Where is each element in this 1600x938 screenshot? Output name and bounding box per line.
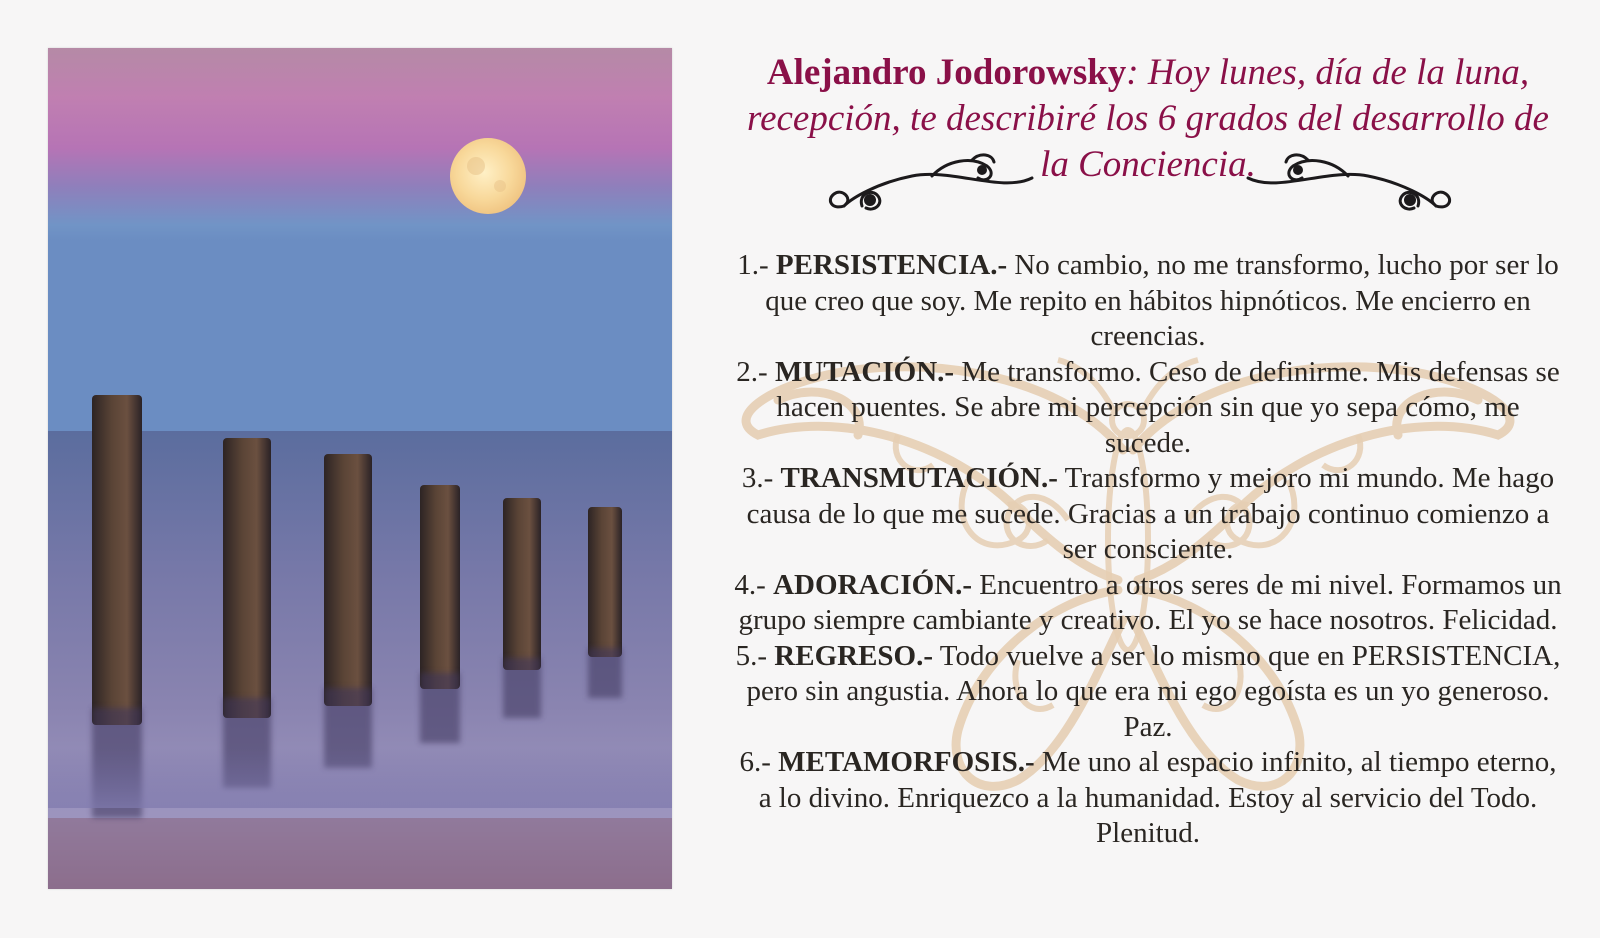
item-title: METAMORFOSIS.- xyxy=(778,746,1035,778)
item-text: Todo vuelve a ser lo mismo que en PERSISTENCIA, pero sin angustia. Ahora lo que era mi ego egoísta es un yo generoso. Paz. xyxy=(746,639,1561,743)
quote-text: : Hoy lunes, día de la luna, recepción, te describiré los 6 grados del desarrollo de la Conciencia. xyxy=(747,52,1549,185)
item-text: Encuentro a otros seres de mi nivel. Formamos un grupo siempre cambiante y creativo. El yo se hace nosotros. Felicidad. xyxy=(738,568,1562,636)
item-text: Me transformo. Ceso de definirme. Mis defensas se hacen puentes. Se abre mi percepción sin que yo sepa cómo, me sucede. xyxy=(776,355,1560,459)
scroll-flourish-icon xyxy=(1238,148,1458,220)
item-title: ADORACIÓN.- xyxy=(773,568,973,601)
grades-list xyxy=(730,248,1566,852)
item-text: Transformo y mejoro mi mundo. Me hago causa de lo que me sucede. Gracias a un trabajo continuo comienzo a ser consciente. xyxy=(746,462,1555,565)
item-title: MUTACIÓN.- xyxy=(774,355,955,388)
scroll-flourish-icon xyxy=(822,148,1042,220)
list-item: 2.- MUTACIÓN.- Me transformo. Ceso de definirme. Mis defensas se hacen puentes. Se abre mi percepción sin que yo sepa cómo, me sucede. xyxy=(736,355,1560,459)
moon-sea-photo xyxy=(48,48,672,889)
list-item: 1.- PERSISTENCIA.- No cambio, no me transformo, lucho por ser lo que creo que soy. Me repito en hábitos hipnóticos. Me encierro en creencias. xyxy=(737,249,1559,352)
item-text: No cambio, no me transformo, lucho por ser lo que creo que soy. Me repito en hábitos hipnóticos. Me encierro en creencias. xyxy=(765,249,1559,352)
item-title: REGRESO.- xyxy=(774,639,934,672)
text-panel xyxy=(730,40,1566,910)
list-item: 4.- ADORACIÓN.- Encuentro a otros seres de mi nivel. Formamos un grupo siempre cambiante y creativo. El yo se hace nosotros. Felicidad. xyxy=(734,568,1562,636)
author-name: Alejandro Jodorowsky xyxy=(766,52,1127,93)
list-item: 5.- REGRESO.- Todo vuelve a ser lo mismo que en PERSISTENCIA, pero sin angustia. Ahora lo que era mi ego egoísta es un yo generoso. Paz. xyxy=(735,639,1561,743)
item-text: Me uno al espacio infinito, al tiempo eterno, a lo divino. Enriquezco a la humanidad. Estoy al servicio del Todo. Plenitud. xyxy=(758,746,1557,849)
item-title: PERSISTENCIA.- xyxy=(775,249,1008,281)
list-item: 3.- TRANSMUTACIÓN.- Transformo y mejoro mi mundo. Me hago causa de lo que me sucede. Gracias a un trabajo continuo comienzo a ser consciente. xyxy=(741,462,1555,565)
item-title: TRANSMUTACIÓN.- xyxy=(780,462,1058,494)
list-item: 6.- METAMORFOSIS.- Me uno al espacio infinito, al tiempo eterno, a lo divino. Enriquezco a la humanidad. Estoy al servicio del Todo. Plenitud. xyxy=(739,746,1557,849)
